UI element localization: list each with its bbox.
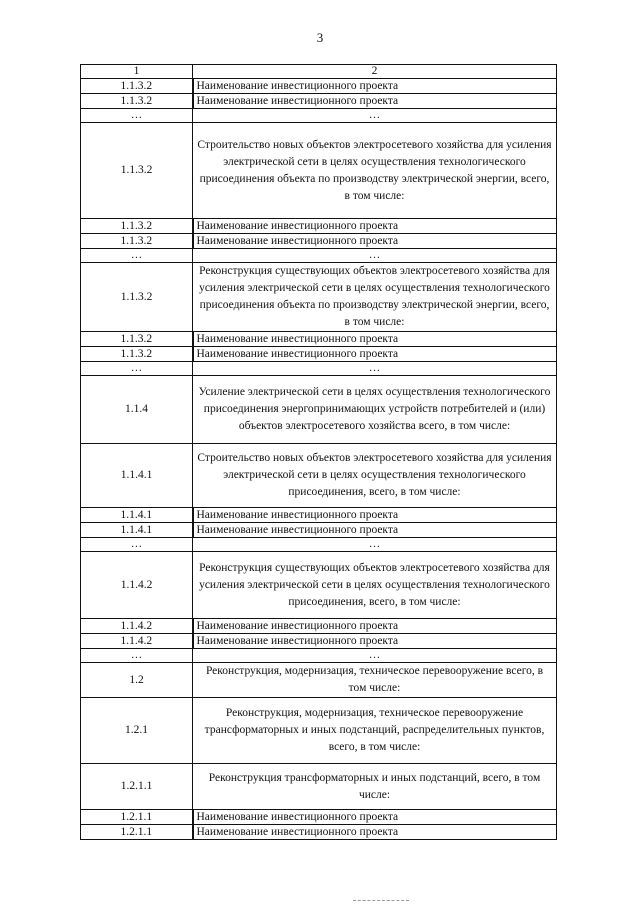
project-name: Наименование инвестиционного проекта xyxy=(193,332,557,347)
project-name: Наименование инвестиционного проекта xyxy=(193,634,557,649)
row-code: … xyxy=(81,249,193,263)
row-code: 1.1.3.2 xyxy=(81,94,193,109)
row-code: … xyxy=(81,109,193,123)
row-code: 1.1.4 xyxy=(81,376,193,444)
table-row xyxy=(81,698,557,764)
row-code: … xyxy=(81,538,193,552)
row-code: … xyxy=(81,649,193,663)
table-row xyxy=(81,508,557,523)
table-row xyxy=(81,552,557,619)
row-code: 1.1.3.2 xyxy=(81,234,193,249)
project-name: Наименование инвестиционного проекта xyxy=(193,523,557,538)
row-code: … xyxy=(81,362,193,376)
page-number: 3 xyxy=(316,30,324,45)
project-name: Наименование инвестиционного проекта xyxy=(193,508,557,523)
row-code: 1.1.4.1 xyxy=(81,444,193,508)
project-name: Наименование инвестиционного проекта xyxy=(193,347,557,362)
table-row xyxy=(81,347,557,362)
project-name: Наименование инвестиционного проекта xyxy=(193,619,557,634)
table-row xyxy=(81,362,557,376)
category-description: Строительство новых объектов электросетевого хозяйства для усиления электрической сети в целях осуществления технологического присоединения объекта по производству электрической энергии, всего, в том числе: xyxy=(193,123,557,219)
ellipsis-cell: … xyxy=(193,649,557,663)
row-code: 1.1.4.1 xyxy=(81,508,193,523)
row-code: 1.1.4.1 xyxy=(81,523,193,538)
row-code: 1.1.4.2 xyxy=(81,552,193,619)
ellipsis-cell: … xyxy=(193,538,557,552)
row-code: 1.2 xyxy=(81,663,193,698)
table-row xyxy=(81,663,557,698)
scan-edge-mark xyxy=(353,900,409,901)
project-name: Наименование инвестиционного проекта xyxy=(193,810,557,825)
table-row xyxy=(81,825,557,840)
table-row xyxy=(81,649,557,663)
row-code: 1.2.1.1 xyxy=(81,825,193,840)
row-code: 1.1.3.2 xyxy=(81,219,193,234)
category-description: Усиление электрической сети в целях осуществления технологического присоединения энергопринимающих устройств потребителей и (или) объектов электросетевого хозяйства всего, в том числе: xyxy=(193,376,557,444)
table-row xyxy=(81,810,557,825)
project-name: Наименование инвестиционного проекта xyxy=(193,825,557,840)
table-row xyxy=(81,376,557,444)
category-description: Реконструкция существующих объектов электросетевого хозяйства для усиления электрической сети в целях осуществления технологического присоединения объекта по производству электрической энергии, всего, в том числе: xyxy=(193,263,557,332)
table-body xyxy=(81,65,557,840)
category-description: Строительство новых объектов электросетевого хозяйства для усиления электрической сети в целях осуществления технологического присоединения, всего, в том числе: xyxy=(193,444,557,508)
ellipsis-cell: … xyxy=(193,249,557,263)
table-row xyxy=(81,332,557,347)
table-row xyxy=(81,263,557,332)
row-code: 1.1.3.2 xyxy=(81,263,193,332)
category-description: Реконструкция существующих объектов электросетевого хозяйства для усиления электрической сети в целях осуществления технологического присоединения, всего, в том числе: xyxy=(193,552,557,619)
row-code: 1.1.4.2 xyxy=(81,619,193,634)
table-row xyxy=(81,79,557,94)
row-code: 1.1.3.2 xyxy=(81,79,193,94)
ellipsis-cell: … xyxy=(193,109,557,123)
row-code: 1.2.1.1 xyxy=(81,810,193,825)
project-name: Наименование инвестиционного проекта xyxy=(193,79,557,94)
table-row xyxy=(81,634,557,649)
table-row xyxy=(81,523,557,538)
table-row xyxy=(81,444,557,508)
table-row xyxy=(81,764,557,810)
table-row xyxy=(81,538,557,552)
table-row xyxy=(81,619,557,634)
row-code: 1.2.1.1 xyxy=(81,764,193,810)
investment-table xyxy=(80,64,557,840)
header-col-1: 1 xyxy=(81,65,193,79)
category-description: Реконструкция, модернизация, техническое перевооружение всего, в том числе: xyxy=(193,663,557,698)
row-code: 1.1.3.2 xyxy=(81,347,193,362)
ellipsis-cell: … xyxy=(193,362,557,376)
table-header-row xyxy=(81,65,557,79)
project-name: Наименование инвестиционного проекта xyxy=(193,219,557,234)
category-description: Реконструкция трансформаторных и иных подстанций, всего, в том числе: xyxy=(193,764,557,810)
row-code: 1.1.4.2 xyxy=(81,634,193,649)
project-name: Наименование инвестиционного проекта xyxy=(193,234,557,249)
table-row xyxy=(81,123,557,219)
table-row xyxy=(81,249,557,263)
project-name: Наименование инвестиционного проекта xyxy=(193,94,557,109)
table-row xyxy=(81,219,557,234)
table-row xyxy=(81,109,557,123)
row-code: 1.1.3.2 xyxy=(81,332,193,347)
row-code: 1.1.3.2 xyxy=(81,123,193,219)
table-row xyxy=(81,234,557,249)
header-col-2: 2 xyxy=(193,65,557,79)
row-code: 1.2.1 xyxy=(81,698,193,764)
category-description: Реконструкция, модернизация, техническое перевооружение трансформаторных и иных подстанций, распределительных пунктов, всего, в том числе: xyxy=(193,698,557,764)
table-row xyxy=(81,94,557,109)
